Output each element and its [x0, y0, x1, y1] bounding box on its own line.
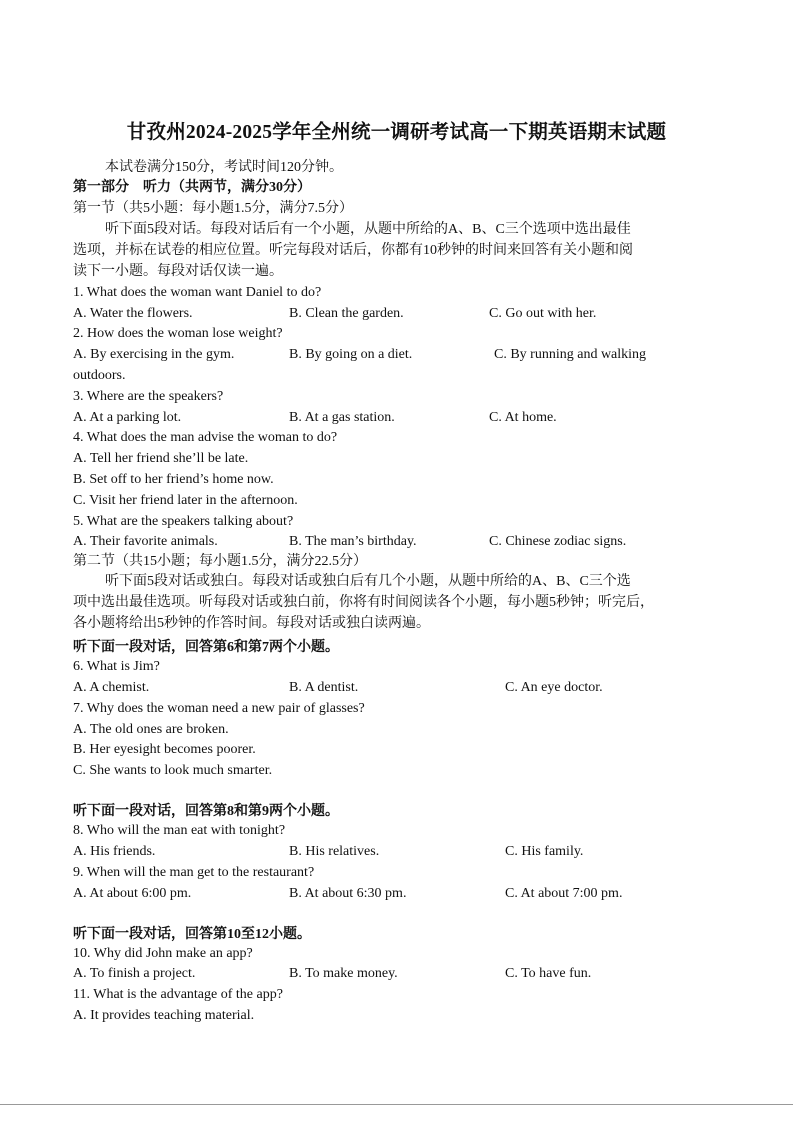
option-c: C. An eye doctor. — [505, 680, 603, 695]
section1-instruction-line: 听下面5段对话。每段对话后有一个小题，从题中所给的A、B、C三个选项中选出最佳 — [105, 222, 631, 237]
option-b: B. At a gas station. — [289, 410, 395, 425]
option-c: C. To have fun. — [505, 966, 592, 981]
section2-instruction-line: 各小题将给出5秒钟的作答时间。每段对话或独白读两遍。 — [73, 616, 430, 631]
option-c: C. Chinese zodiac signs. — [489, 534, 627, 549]
option-b: B. Her eyesight becomes poorer. — [73, 742, 256, 757]
option-a: A. At a parking lot. — [73, 410, 182, 425]
exam-title: 甘孜州2024-2025学年全州统一调研考试高一下期英语期末试题 — [126, 122, 667, 143]
group-heading: 听下面一段对话，回答第8和第9两个小题。 — [73, 804, 339, 819]
option-c: C. At home. — [489, 410, 557, 425]
question-stem: 4. What does the man advise the woman to do? — [73, 430, 338, 445]
section1-heading: 第一节（共5小题：每小题1.5分，满分7.5分） — [73, 201, 353, 216]
option-a: A. Their favorite animals. — [73, 534, 218, 549]
page-bottom-divider — [0, 1104, 793, 1105]
option-b: B. By going on a diet. — [289, 347, 413, 362]
part1-heading: 第一部分 听力（共两节，满分30分） — [73, 180, 311, 195]
option-a: A. Water the flowers. — [73, 306, 193, 321]
question-stem: 3. Where are the speakers? — [73, 389, 224, 404]
option-b: B. The man’s birthday. — [289, 534, 417, 549]
option-a: A. The old ones are broken. — [73, 722, 229, 737]
option-a: A. By exercising in the gym. — [73, 347, 235, 362]
question-stem: 2. How does the woman lose weight? — [73, 326, 283, 341]
group-heading: 听下面一段对话，回答第6和第7两个小题。 — [73, 640, 339, 655]
option-a: A. His friends. — [73, 844, 156, 859]
option-b: B. Set off to her friend’s home now. — [73, 472, 274, 487]
group-heading: 听下面一段对话，回答第10至12小题。 — [73, 927, 311, 942]
option-a: A. At about 6:00 pm. — [73, 886, 192, 901]
section1-instruction-line: 选项，并标在试卷的相应位置。听完每段对话后，你都有10秒钟的时间来回答有关小题和阅 — [73, 243, 633, 258]
question-stem: 8. Who will the man eat with tonight? — [73, 823, 286, 838]
intro-text: 本试卷满分150分，考试时间120分钟。 — [105, 160, 343, 175]
option-c: C. By running and walking — [494, 347, 647, 362]
option-c: C. His family. — [505, 844, 584, 859]
question-stem: 9. When will the man get to the restaurant? — [73, 865, 315, 880]
section2-instruction-line: 项中选出最佳选项。听每段对话或独白前，你将有时间阅读各个小题，每小题5秒钟；听完后， — [73, 595, 654, 610]
option-a: A. Tell her friend she’ll be late. — [73, 451, 249, 466]
question-stem: 10. Why did John make an app? — [73, 946, 253, 961]
option-c: C. Go out with her. — [489, 306, 597, 321]
option-c-continued: outdoors. — [73, 368, 126, 383]
question-stem: 1. What does the woman want Daniel to do? — [73, 285, 322, 300]
section1-instruction-line: 读下一小题。每段对话仅读一遍。 — [73, 264, 283, 279]
option-a: A. To finish a project. — [73, 966, 196, 981]
option-b: B. His relatives. — [289, 844, 380, 859]
option-b: B. To make money. — [289, 966, 398, 981]
option-c: C. At about 7:00 pm. — [505, 886, 623, 901]
section2-heading: 第二节（共15小题；每小题1.5分，满分22.5分） — [73, 554, 367, 569]
question-stem: 7. Why does the woman need a new pair of glasses? — [73, 701, 365, 716]
option-b: B. A dentist. — [289, 680, 359, 695]
question-stem: 5. What are the speakers talking about? — [73, 514, 294, 529]
option-a: A. It provides teaching material. — [73, 1008, 255, 1023]
option-b: B. At about 6:30 pm. — [289, 886, 407, 901]
option-c: C. She wants to look much smarter. — [73, 763, 273, 778]
option-c: C. Visit her friend later in the afternoon. — [73, 493, 298, 508]
section2-instruction-line: 听下面5段对话或独白。每段对话或独白后有几个小题，从题中所给的A、B、C三个选 — [105, 574, 631, 589]
option-a: A. A chemist. — [73, 680, 150, 695]
option-b: B. Clean the garden. — [289, 306, 404, 321]
question-stem: 11. What is the advantage of the app? — [73, 987, 283, 1002]
question-stem: 6. What is Jim? — [73, 659, 160, 674]
